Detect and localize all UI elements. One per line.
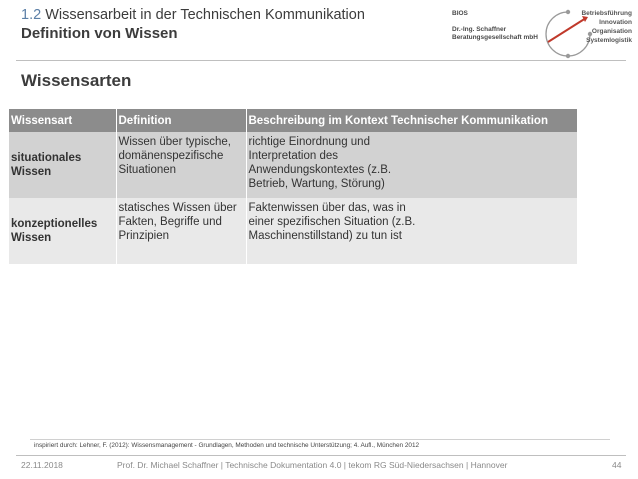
company-logo	[440, 4, 638, 64]
page-number: 44	[612, 460, 622, 470]
knowledge-types-table	[9, 109, 578, 264]
logo-text-line: Organisation	[591, 28, 632, 35]
logo-text-line: BIOS	[452, 10, 468, 17]
header-divider	[16, 60, 626, 61]
column-header: Beschreibung im Kontext Technischer Kommunikation	[246, 109, 577, 132]
description-cell	[246, 132, 577, 198]
table-header-row	[9, 109, 577, 132]
knowledge-type-cell: situationales Wissen	[9, 132, 116, 198]
description-text: Faktenwissen über das, was in einer spezifischen Situation (z.B. Maschinenstillstand) zu tun ist	[248, 202, 416, 242]
footer-date: 22.11.2018	[21, 460, 63, 470]
definition-cell: statisches Wissen über Fakten, Begriffe und Prinzipien	[116, 198, 246, 264]
section-number: 1.2	[21, 7, 42, 23]
table-row	[9, 198, 577, 264]
section-heading: Wissensarten	[21, 71, 132, 90]
logo-text-line: Betriebsführung	[581, 10, 632, 17]
footer-info: Prof. Dr. Michael Schaffner | Technische Dokumentation 4.0 | tekom RG Süd-Niedersachsen | Hannover	[117, 460, 508, 470]
definition-cell: Wissen über typische, domänenspezifische Situationen	[116, 132, 246, 198]
column-header: Definition	[116, 109, 246, 132]
description-cell	[246, 198, 577, 264]
footer-divider	[16, 455, 626, 456]
logo-text-line: Innovation	[599, 19, 632, 26]
slide-title-text: Wissensarbeit in der Technischen Kommunikation	[45, 7, 365, 23]
knowledge-type-cell: konzeptionelles Wissen	[9, 198, 116, 264]
slide-title	[21, 6, 365, 24]
logo-text-line: Systemlogistik	[586, 37, 632, 44]
logo-text-line: Dr.-Ing. Schaffner	[452, 26, 507, 33]
slide-subtitle: Definition von Wissen	[21, 25, 178, 42]
logo-text-line: Beratungsgesellschaft mbH	[452, 34, 538, 41]
description-text: richtige Einordnung und Interpretation des Anwendungskontextes (z.B. Betrieb, Wartung, Störung)	[248, 136, 392, 190]
column-header: Wissensart	[9, 109, 116, 132]
source-footnote: inspiriert durch: Lehner, F. (2012): Wissensmanagement - Grundlagen, Methoden und technische Unterstützung; 4. Aufl., München 2012	[34, 442, 420, 449]
table-row	[9, 132, 577, 198]
